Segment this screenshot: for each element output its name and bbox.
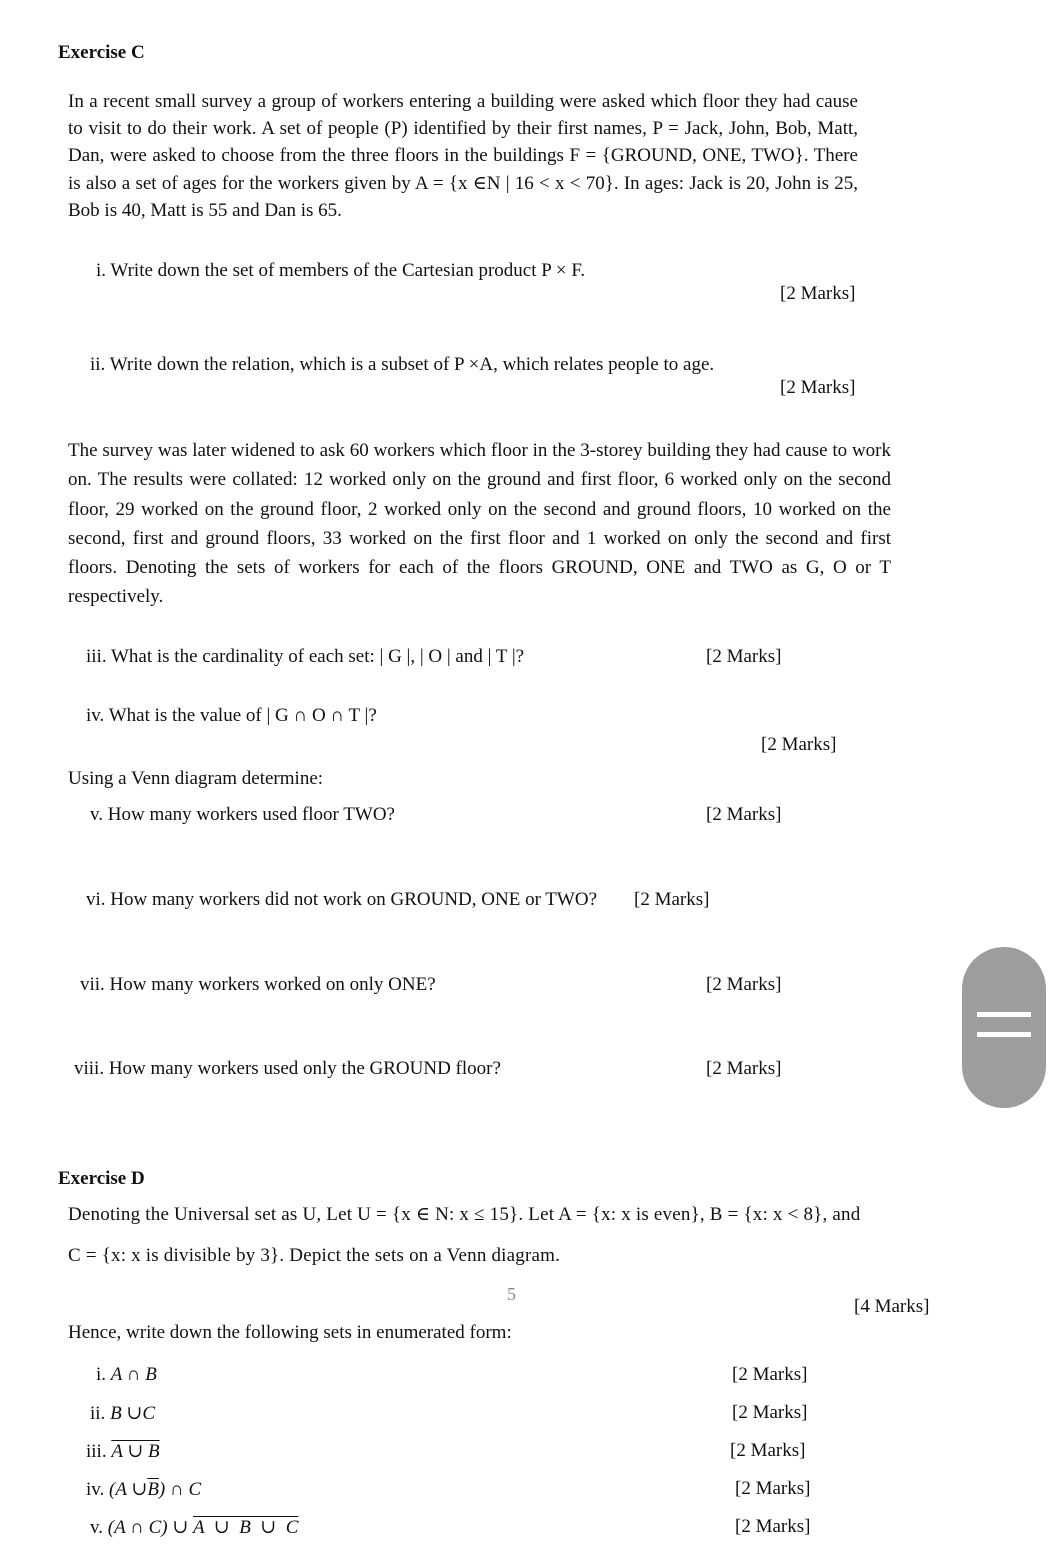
set-item-iii bbox=[86, 1440, 160, 1463]
question-c-viii-marks: [2 Marks] bbox=[706, 1058, 782, 1079]
venn-diagram-marks: [4 Marks] bbox=[854, 1296, 930, 1317]
set-item-i-marks: [2 Marks] bbox=[732, 1364, 808, 1385]
question-c-iii: iii. What is the cardinality of each set: | G |, | O | and | T |? bbox=[86, 646, 525, 667]
exercise-d-intro-line1: Denoting the Universal set as U, Let U = {x ∈ N: x ≤ 15}. Let A = {x: x is even}, B = {x: x < 8}, and bbox=[68, 1204, 861, 1225]
question-c-v-marks: [2 Marks] bbox=[706, 804, 782, 825]
exercise-d-title: Exercise D bbox=[58, 1168, 145, 1189]
set-item-iii-marks: [2 Marks] bbox=[730, 1440, 806, 1461]
question-c-ii-marks: [2 Marks] bbox=[780, 377, 856, 398]
set-item-v bbox=[90, 1516, 298, 1539]
set-item-label: i. bbox=[96, 1364, 107, 1385]
set-item-ii bbox=[90, 1402, 155, 1425]
question-c-viii: viii. How many workers used only the GROUND floor? bbox=[74, 1058, 501, 1079]
page-number: 5 bbox=[507, 1284, 516, 1304]
exercise-c-intro: In a recent small survey a group of workers entering a building were asked which floor they had cause to visit to do their work. A set of people (P) identified by their first names, P = Jack, John, Bob, Matt, Dan, were asked to choose from the three floors in the buildings F = {GROUND, ONE, TWO}. There is also a set of ages for the workers given by A = {x ∈N | 16 < x < 70}. In ages: Jack is 20, John is 25, Bob is 40, Matt is 55 and Dan is 65. bbox=[68, 91, 858, 221]
set-expression: B ∪C bbox=[110, 1403, 156, 1424]
enumerated-instruction: Hence, write down the following sets in enumerated form: bbox=[68, 1322, 512, 1343]
survey-paragraph: The survey was later widened to ask 60 workers which floor in the 3-storey building they had cause to work on. The results were collated: 12 worked only on the ground and first floor, 6 worked only on the second floor, 29 worked on the ground floor, 2 worked only on the second and ground floors, 10 worked on the second, first and ground floors, 33 worked on the first floor and 1 worked on only the second and first floors. Denoting the sets of workers for each of the floors GROUND, ONE and TWO as G, O or T respectively. bbox=[68, 440, 891, 608]
question-c-iv: iv. What is the value of | G ∩ O ∩ T |? bbox=[86, 705, 377, 726]
venn-instruction: Using a Venn diagram determine: bbox=[68, 768, 324, 789]
scroll-drag-handle[interactable] bbox=[962, 947, 1046, 1108]
set-item-iv bbox=[86, 1478, 201, 1501]
set-item-label: ii. bbox=[90, 1403, 106, 1424]
set-expression-part: (A ∪ bbox=[109, 1479, 148, 1500]
question-c-ii: ii. Write down the relation, which is a subset of P ×A, which relates people to age. bbox=[90, 354, 715, 375]
question-c-i: i. Write down the set of members of the Cartesian product P × F. bbox=[96, 260, 586, 281]
set-item-i bbox=[96, 1364, 157, 1386]
set-expression-complement: A ∪ B ∪ C bbox=[193, 1517, 299, 1538]
set-item-iv-marks: [2 Marks] bbox=[735, 1478, 811, 1499]
set-item-label: iv. bbox=[86, 1479, 105, 1500]
question-c-vii-marks: [2 Marks] bbox=[706, 974, 782, 995]
set-expression-part: ) ∩ C bbox=[158, 1479, 202, 1500]
question-c-vi-marks: [2 Marks] bbox=[634, 889, 710, 910]
exercise-d-intro-line2: C = {x: x is divisible by 3}. Depict the sets on a Venn diagram. bbox=[68, 1245, 561, 1266]
question-c-i-marks: [2 Marks] bbox=[780, 283, 856, 304]
set-item-v-marks: [2 Marks] bbox=[735, 1516, 811, 1537]
set-expression: A ∩ B bbox=[110, 1364, 157, 1385]
set-item-label: v. bbox=[90, 1517, 104, 1538]
set-item-ii-marks: [2 Marks] bbox=[732, 1402, 808, 1423]
set-expression-complement: A ∪ B bbox=[111, 1441, 160, 1462]
question-c-v: v. How many workers used floor TWO? bbox=[90, 804, 395, 825]
question-c-vii: vii. How many workers worked on only ONE? bbox=[80, 974, 436, 995]
set-item-label: iii. bbox=[86, 1441, 107, 1462]
set-expression-complement: $\overline{B}$ bbox=[147, 1479, 159, 1500]
set-expression-part: (A ∩ C) ∪ bbox=[107, 1517, 189, 1538]
question-c-vi: vi. How many workers did not work on GROUND, ONE or TWO? bbox=[86, 889, 597, 910]
exercise-c-title: Exercise C bbox=[58, 42, 145, 63]
question-c-iv-marks: [2 Marks] bbox=[761, 734, 837, 755]
question-c-iii-marks: [2 Marks] bbox=[706, 646, 782, 667]
